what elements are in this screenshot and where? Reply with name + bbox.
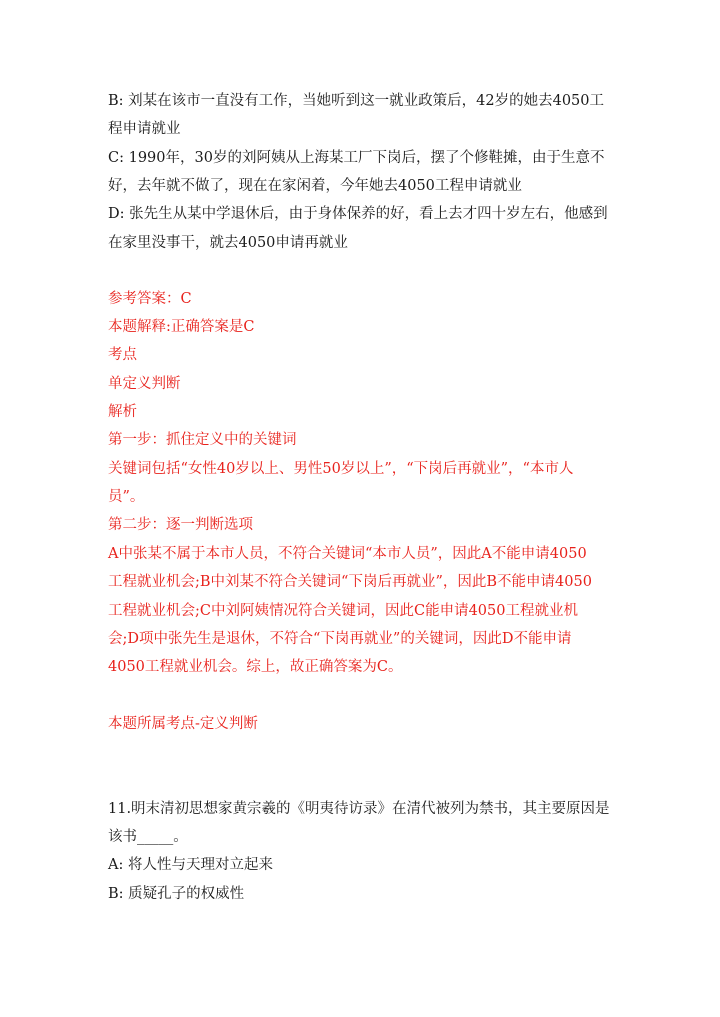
question-11-stem-line-2: 该书_____。	[108, 829, 188, 845]
option-c-line-1: C: 1990年，30岁的刘阿姨从上海某工厂下岗后，摆了个修鞋摊，由于生意不	[108, 150, 605, 166]
option-d-line-2: 在家里没事干，就去4050申请再就业	[108, 235, 348, 251]
analysis-line-3: 工程就业机会;C中刘阿姨情况符合关键词，因此C能申请4050工程就业机	[108, 603, 578, 619]
step-two: 第二步：逐一判断选项	[108, 517, 253, 533]
option-b-line-1: B: 刘某在该市一直没有工作，当她听到这一就业政策后，42岁的她去4050工	[108, 93, 604, 109]
question-11-option-b: B: 质疑孔子的权威性	[108, 886, 245, 902]
analysis-line-5: 4050工程就业机会。综上，故正确答案为C。	[108, 659, 403, 675]
option-d-line-1: D: 张先生从某中学退休后，由于身体保养的好，看上去才四十岁左右，他感到	[108, 206, 608, 222]
question-11-stem-line-1: 11.明末清初思想家黄宗羲的《明夷待访录》在清代被列为禁书，其主要原因是	[108, 801, 610, 817]
analysis-line-4: 会;D项中张先生是退休，不符合“下岗再就业”的关键词，因此D不能申请	[108, 631, 572, 647]
analysis-line-2: 工程就业机会;B中刘某不符合关键词“下岗后再就业”，因此B不能申请4050	[108, 574, 592, 590]
category-label: 单定义判断	[108, 376, 181, 392]
jiexi-label: 解析	[108, 404, 137, 420]
analysis-line-1: A中张某不属于本市人员，不符合关键词“本市人员”，因此A不能申请4050	[108, 546, 587, 562]
option-c-line-2: 好，去年就不做了，现在在家闲着，今年她去4050工程申请就业	[108, 178, 522, 194]
step-one: 第一步：抓住定义中的关键词	[108, 432, 297, 448]
kaodian-label: 考点	[108, 347, 137, 363]
reference-answer: 参考答案：C	[108, 291, 192, 307]
keywords-line-1: 关键词包括“女性40岁以上、男性50岁以上”，“下岗后再就业”，“本市人	[108, 461, 574, 477]
explanation-heading: 本题解释:正确答案是C	[108, 319, 255, 335]
question-11-option-a: A: 将人性与天理对立起来	[108, 857, 273, 873]
topic-label: 本题所属考点-定义判断	[108, 716, 258, 732]
keywords-line-2: 员”。	[108, 489, 145, 505]
option-b-line-2: 程申请就业	[108, 121, 181, 137]
